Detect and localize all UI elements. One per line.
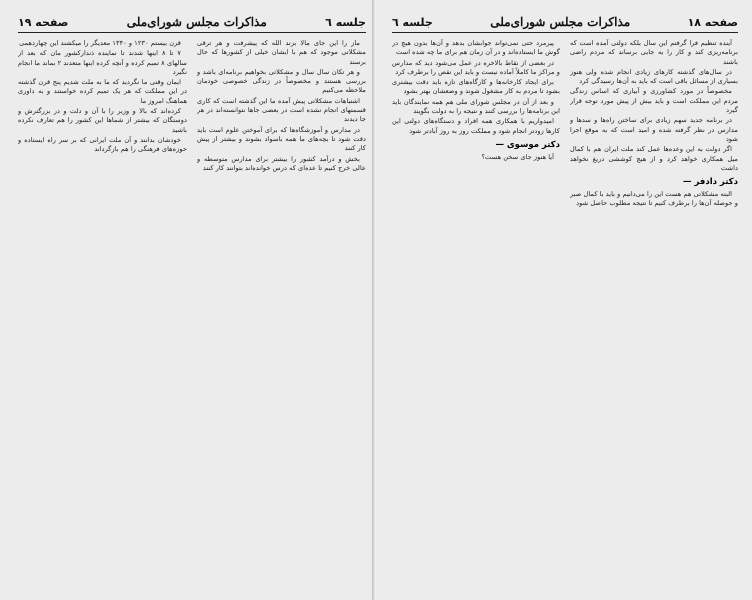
page-number: صفحه ١٨ — [687, 15, 738, 29]
paragraph: خودشان بدانند و آن ملت ایرانی که بر سر راه ایستاده و حوزه‌های فرهنگی را هم بازگرداند — [18, 135, 187, 154]
text-columns — [18, 39, 366, 594]
text-column-right — [570, 39, 738, 594]
speaker-name: دکتر موسوی — — [495, 139, 560, 150]
paragraph: در سال‌های گذشته کارهای زیادی انجام شده ولی هنوز بسیاری از مسائل باقی است که باید به آن‌ها رسیدگی کرد — [570, 67, 738, 86]
paragraph: برای ایجاد کارخانه‌ها و کارگاه‌های تازه باید دقت بیشتری بشود تا مردم به کار مشغول شوند و وضعشان بهتر بشود — [392, 78, 560, 96]
speaker-name: دکتر دادفر — — [683, 177, 738, 188]
text-columns — [392, 39, 738, 594]
right-page — [376, 0, 752, 600]
paragraph: کرده‌اند که بالا و وزیر را با آن و دلت و در بزرگترش و دوستگان که بیشتر از شماها این کشور را هم تعارف نکرده باشید — [18, 107, 187, 134]
page-title: مذاکرات مجلس شورای‌ملی — [126, 15, 267, 29]
page-header — [18, 12, 366, 33]
session-label: جلسه ٦ — [325, 15, 366, 29]
paragraph: ایمان وقتی ما نگردید که ما به ملت شدیم پنج قرن گذشته در این مملکت که هر یک تمیم کرده خواستند و به داوری هماهنگ امروز ما — [18, 78, 187, 105]
text-column-left — [18, 39, 187, 594]
paragraph: آینده تنظیم فرا گرفتم این سال بلکه دولتی آمده است که برنامه‌ریزی کند و کار را به جایی برساند که مردم راضی باشند — [570, 39, 738, 66]
paragraph: اگر دولت به این وعده‌ها عمل کند ملت ایران هم با کمال میل همکاری خواهد کرد و از هیچ کوششی دریغ نخواهد داشت — [570, 145, 738, 172]
page-header — [392, 12, 738, 33]
page-title: مذاکرات مجلس شورای‌ملی — [490, 15, 631, 29]
session-label: جلسه ٦ — [392, 15, 433, 29]
paragraph: پیرمرد حتی نمی‌تواند جوابشان بدهد و آن‌ها بدون هیچ در گوش ما ایستاده‌اند و در آن زمان هم برای ما چه شده است — [392, 39, 560, 57]
paragraph: ۷ تا ۸ اینها شدند تا نماینده ذندارکشور مان که بعد از سالهای ۸ تمیم کرده و آنچه کرده اینها متعدند ۲ بماند ما انجام نگیرد — [18, 49, 187, 76]
paragraph: امیدواریم با همکاری همه افراد و دستگاه‌های دولتی این کارها زودتر انجام شود و مملکت روز به روز آبادتر شود — [392, 117, 560, 135]
paragraph: البته مشکلاتی هم هست این را می‌دانیم و باید با کمال صبر و حوصله آن‌ها را برطرف کنیم تا نتیجه مطلوب حاصل شود — [570, 190, 738, 208]
paragraph: آیا هنوز جای سخن هست؟ — [481, 152, 554, 161]
paragraph: ماز را این جای مالا بزند الله که پیشرفت و هر ترقی مشکلاتی موجود که هم با ایشان خیلی از کشورها که حال برسند — [197, 39, 366, 66]
paragraph: بخش و درآمد کشور را بیشتر برای مدارس متوسطه و عالی خرج کنیم تا عده‌ای که درس خوانده‌اند بتوانند کار کنند — [197, 154, 366, 172]
text-column-right — [197, 39, 366, 594]
paragraph: در بعضی از نقاط بالاخره در عمل می‌شود دید که مدارس و مراکز ما کاملاً آماده نیست و باید این نقص را برطرف کرد — [392, 58, 560, 76]
text-column-left — [392, 39, 560, 594]
paragraph: در مدارس و آموزشگاه‌ها که برای آموختن علوم است باید دقت شود تا بچه‌های ما همه باسواد بشوند و بیشتر از پیش کار کنند — [197, 125, 366, 153]
paragraph: و هر تکان سال سال و مشکلاتی بخواهیم برنامه‌ای باشد و بررسی هستند و مخصوصاً در زندگی خصوصی خودمان ملاحظه می‌کنیم — [197, 67, 366, 95]
paragraph: قرن بیستم ۱۲۳۰ و ۱۳۴۰ معدیگر را میکشند این چهاردهمی — [19, 39, 181, 47]
paragraph: اشتباهات مشکلاتی پیش آمده ما این گذشته است که کاری قسمتهای انجام نشده است در بعضی جاها نتوانسته‌اند در هر جا دیدند — [197, 96, 366, 124]
paragraph: در برنامه جدید سهم زیادی برای ساختن راه‌ها و سدها و مدارس در نظر گرفته شده و امید است که به موقع اجرا شود — [570, 116, 738, 143]
paragraph: مخصوصاً در مورد کشاورزی و آبیاری که اساس زندگی مردم این مملکت است و باید بیش از پیش مورد توجه قرار گیرد — [570, 87, 738, 115]
page-number: صفحه ١٩ — [18, 15, 69, 29]
paragraph: و بعد از آن در مجلس شورای ملی هم همه نمایندگان باید این برنامه‌ها را بررسی کنند و نتیجه را به دولت بگویند — [392, 97, 560, 116]
